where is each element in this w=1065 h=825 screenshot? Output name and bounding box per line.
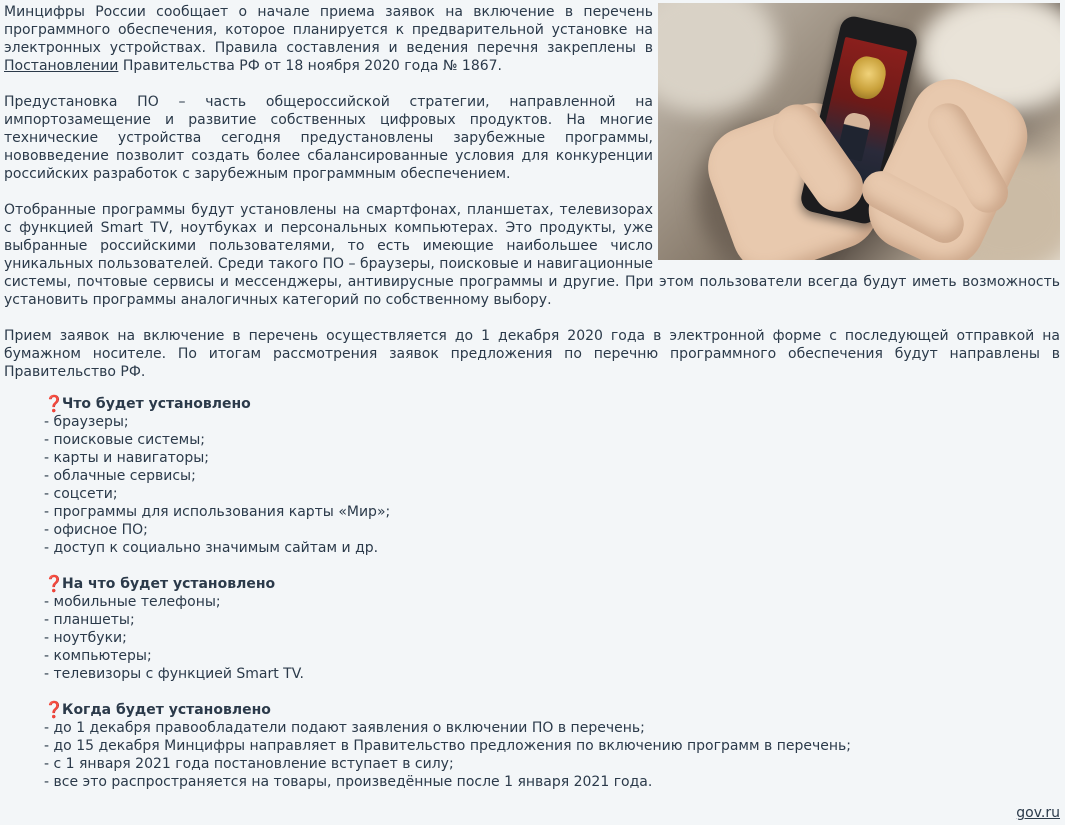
section-title-text: На что будет установлено — [62, 576, 276, 592]
section-title-text: Когда будет установлено — [62, 702, 271, 718]
list-item: - до 1 декабря правообладатели подают заявления о включении ПО в перечень; — [44, 720, 645, 736]
info-sections — [4, 395, 1060, 791]
list-item: - соцсети; — [44, 486, 118, 502]
emblem-icon — [846, 54, 889, 103]
section-title-text: Что будет установлено — [62, 396, 251, 412]
list-item: - доступ к социально значимым сайтам и др. — [44, 540, 379, 556]
paragraph-3: Отобранные программы будут установлены на смартфонах, планшетах, телевизорах с функцией Smart TV, ноутбуках и персональных компьютерах. Это продукты, уже выбранные российскими пользователями, то есть имеющие наибольшее число уникальных пользователей. Среди такого ПО – браузеры, поисковые и навигационные системы, почтовые сервисы и мессенджеры, антивирусные программы и другие. При этом пользователи всегда будут иметь возможность установить программы аналогичных категорий по собственному выбору. — [4, 202, 1060, 308]
list-item: - программы для использования карты «Мир»; — [44, 504, 391, 520]
list-item: - с 1 января 2021 года постановление вступает в силу; — [44, 756, 454, 772]
question-mark-icon: ❓ — [44, 394, 64, 413]
list-item: - телевизоры с функцией Smart TV. — [44, 666, 304, 682]
question-mark-icon: ❓ — [44, 700, 64, 719]
list-item: - поисковые системы; — [44, 432, 205, 448]
section-title — [44, 575, 1060, 593]
list-item: - карты и навигаторы; — [44, 450, 210, 466]
section-when — [44, 701, 1060, 791]
section-devices — [44, 575, 1060, 683]
list-item: - офисное ПО; — [44, 522, 148, 538]
list-item: - браузеры; — [44, 414, 129, 430]
article-photo — [658, 3, 1060, 260]
paragraph-2: Предустановка ПО – часть общероссийской стратегии, направленной на импортозамещение и развитие собственных цифровых продуктов. На многие технические устройства сегодня предустановлены зарубежные программы, нововведение позволит создать более сбалансированные условия для конкуренции российских разработок с зарубежным программным обеспечением. — [4, 94, 653, 182]
source-link[interactable]: gov.ru — [1016, 805, 1060, 821]
list-item: - компьютеры; — [44, 648, 152, 664]
question-mark-icon: ❓ — [44, 574, 64, 593]
section-title — [44, 701, 1060, 719]
section-title — [44, 395, 1060, 413]
list-item: - до 15 декабря Минцифры направляет в Правительство предложения по включению программ в перечень; — [44, 738, 851, 754]
list-item: - облачные сервисы; — [44, 468, 196, 484]
list-item: - планшеты; — [44, 612, 135, 628]
section-what — [44, 395, 1060, 557]
news-article — [4, 3, 1060, 791]
paragraph-4: Прием заявок на включение в перечень осуществляется до 1 декабря 2020 года в электронной форме с последующей отправкой на бумажном носителе. По итогам рассмотрения заявок предложения по перечню программного обеспечения будут направлены в Правительство РФ. — [4, 328, 1060, 380]
paragraph-1-text-start: Минцифры России сообщает о начале приема заявок на включение в перечень программного обеспечения, которое планируется к предварительной установке на электронных устройствах. Правила составления и ведения перечня закреплены в — [4, 4, 653, 56]
resolution-link[interactable]: Постановлении — [4, 58, 119, 74]
list-item: - все это распространяется на товары, произведённые после 1 января 2021 года. — [44, 774, 653, 790]
list-item: - ноутбуки; — [44, 630, 127, 646]
list-item: - мобильные телефоны; — [44, 594, 221, 610]
paragraph-1-text-end: Правительства РФ от 18 ноября 2020 года № 1867. — [118, 58, 503, 74]
